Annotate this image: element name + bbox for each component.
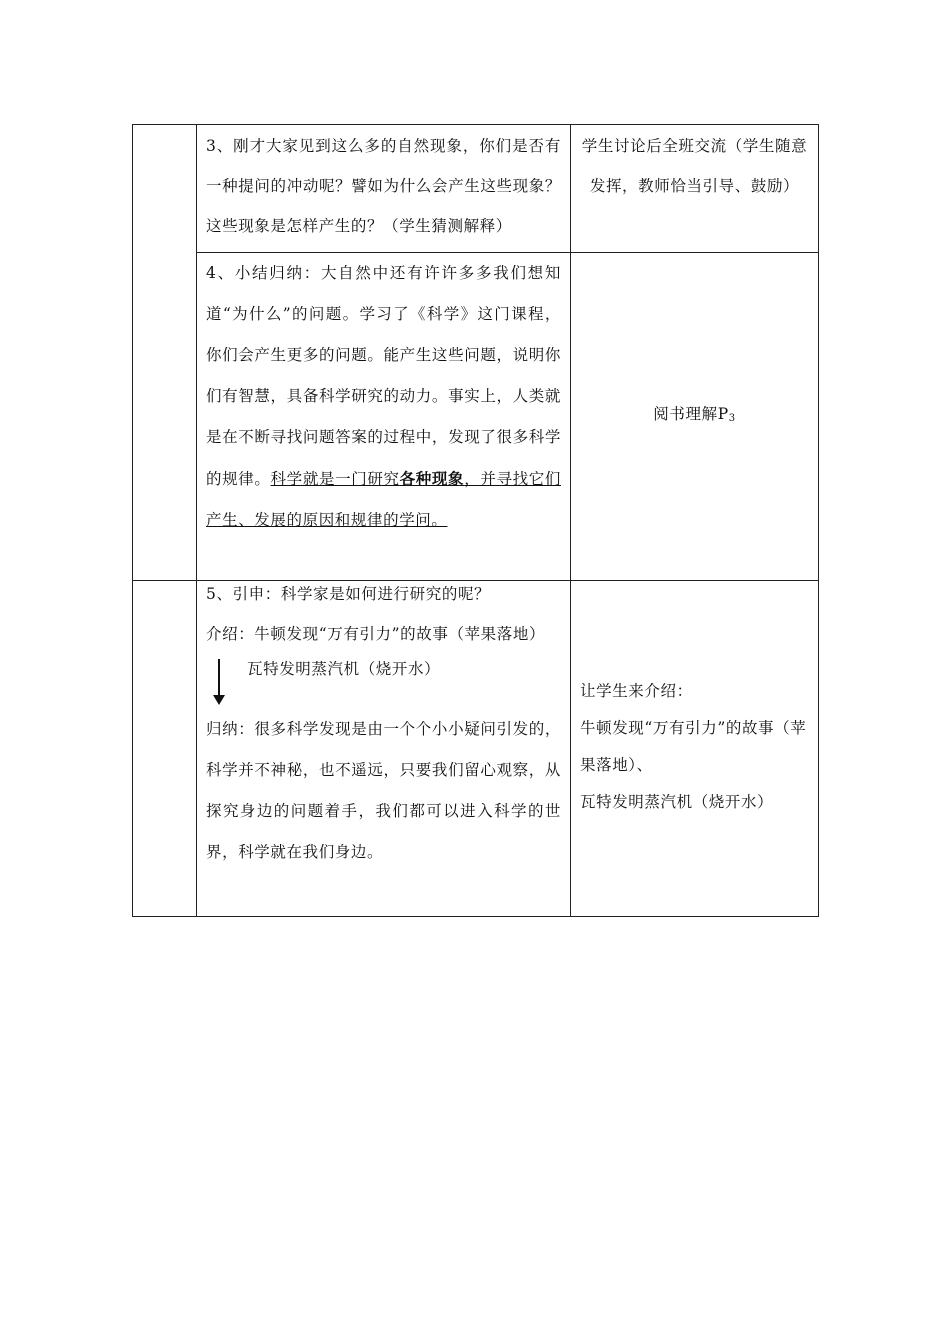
activity-line: 让学生来介绍： — [580, 682, 693, 700]
lesson-table — [132, 124, 819, 917]
activity-text — [571, 581, 818, 827]
down-arrow-icon — [218, 659, 220, 697]
content-line: 介绍：牛顿发现“万有引力”的故事（苹果落地） — [206, 625, 546, 643]
content-text: 3、刚才大家见到这么多的自然现象，你们是否有一种提问的冲动呢？譬如为什么会产生这些现象？这些现象是怎样产生的？（学生猜测解释） — [206, 137, 561, 235]
summary-text: 归纳：很多科学发现是由一个个小小疑问引发的，科学并不神秘，也不遥远，只要我们留心观察，从探究身边的问题着手，我们都可以进入科学的世界，科学就在我们身边。 — [206, 720, 561, 861]
activity-text: 学生讨论后全班交流（学生随意发挥，教师恰当引导、鼓励） — [581, 137, 808, 195]
stage-cell — [133, 581, 197, 917]
definition-underlined-end: ，并寻找它们产生、发展的原因和规律的学问。 — [206, 470, 561, 529]
activity-cell — [571, 253, 819, 581]
activity-cell — [571, 581, 819, 917]
activity-text: 阅书理解$P_3$ — [653, 405, 736, 424]
activity-line: 瓦特发明蒸汽机（烧开水） — [580, 793, 774, 811]
table-row — [133, 125, 819, 253]
table-row — [133, 253, 819, 581]
content-cell — [197, 253, 571, 581]
content-text — [197, 253, 570, 547]
activity-line: 牛顿发现“万有引力”的故事（苹果落地）、 — [580, 719, 807, 774]
definition-underlined: 科学就是一门研究 — [270, 470, 400, 488]
stage-cell — [133, 125, 197, 581]
activity-cell — [571, 125, 819, 253]
summary-text: 4、小结归纳：大自然中还有许许多多我们想知道“为什么”的问题。学习了《科学》这门课程，你们会产生更多的问题。能产生这些问题，说明你们有智慧，具备科学研究的动力。事实上，人类就是在不断寻找问题答案的过程中，发现了很多科学的规律。 — [206, 264, 561, 488]
table-row — [133, 581, 819, 917]
content-cell — [197, 125, 571, 253]
content-cell — [197, 581, 571, 917]
content-line: 5、引申：科学家是如何进行研究的呢？ — [206, 585, 491, 603]
arrowhead-icon — [213, 695, 225, 705]
definition-bold: 各种现象 — [399, 469, 465, 488]
arrow-row — [197, 655, 570, 707]
arrow-text: 瓦特发明蒸汽机（烧开水） — [247, 660, 441, 678]
